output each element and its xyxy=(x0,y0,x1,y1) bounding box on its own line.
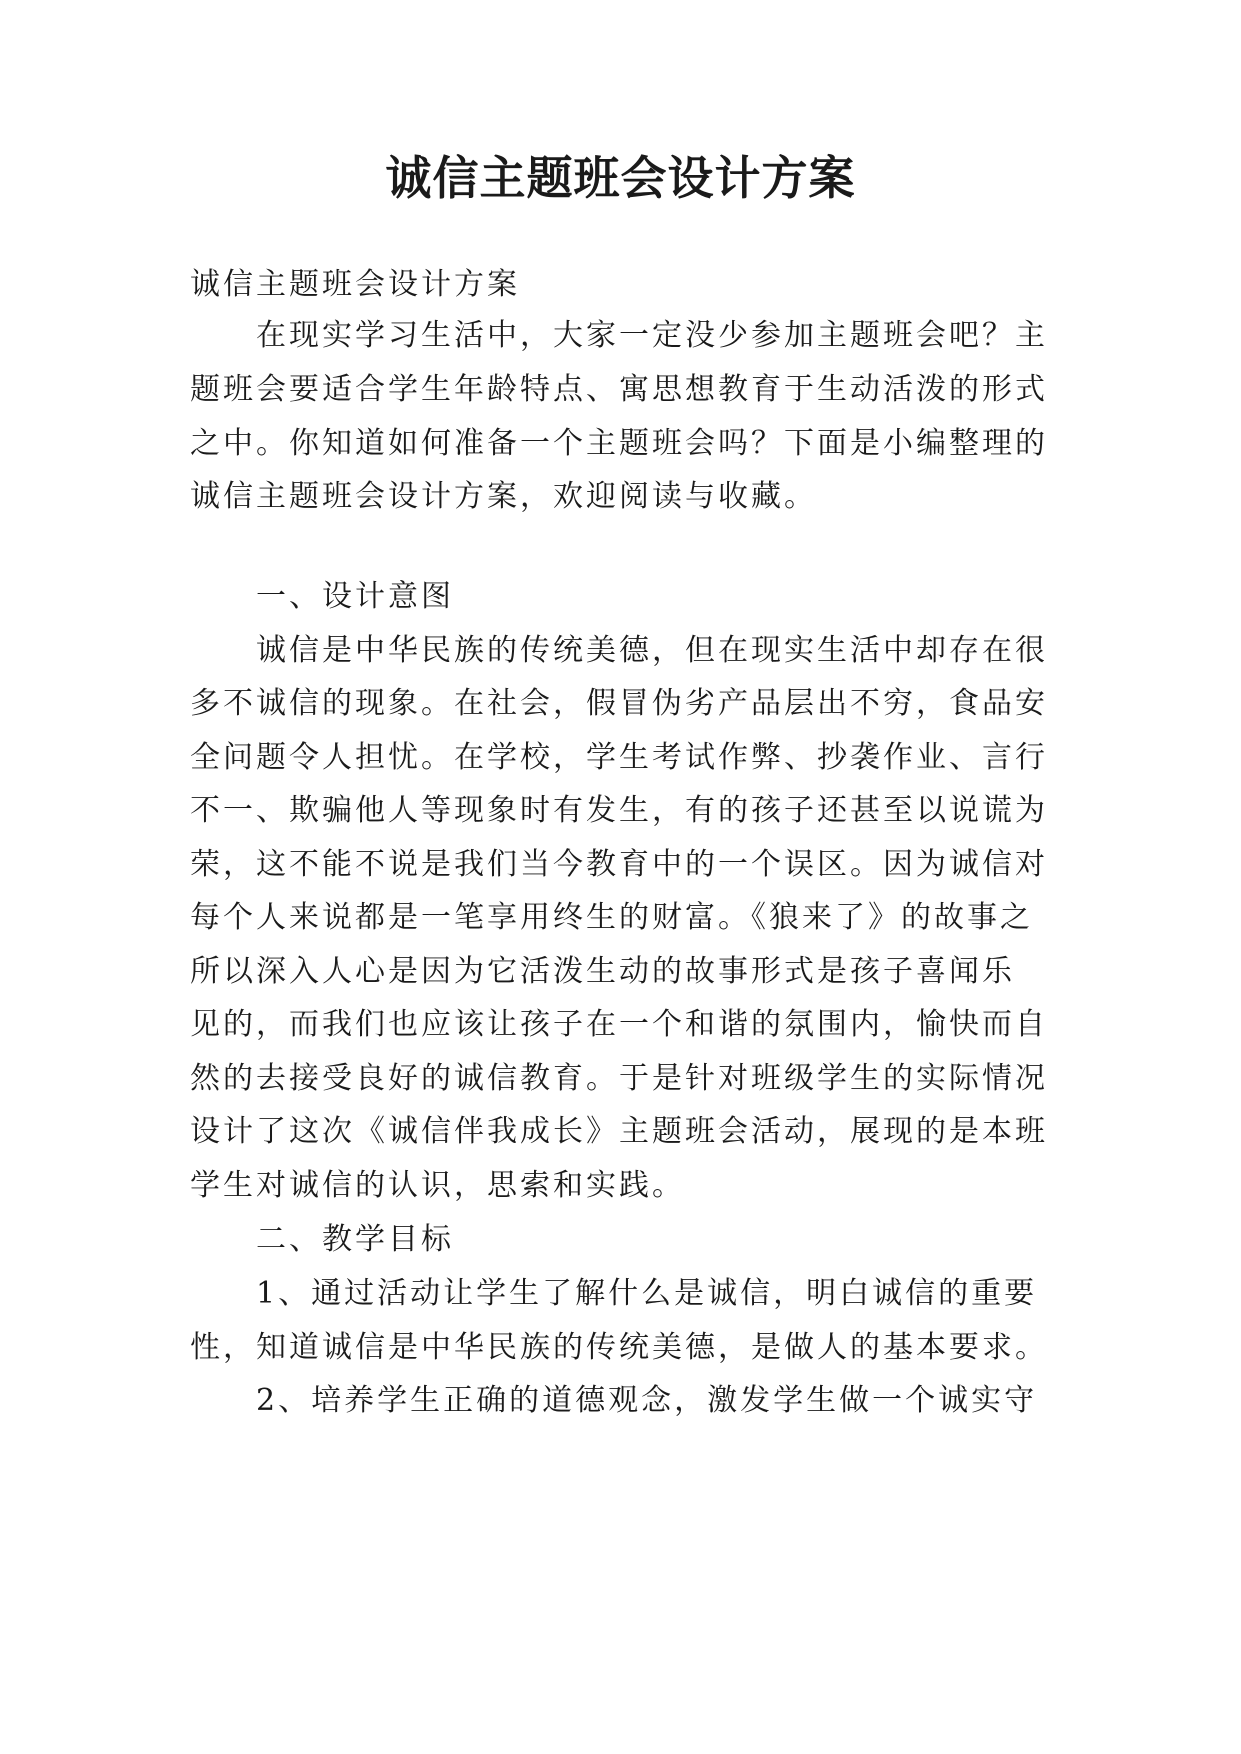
subtitle-line: 诚信主题班会设计方案 xyxy=(190,267,520,302)
body-line-7: 所以深入人心是因为它活泼生动的故事形式是孩子喜闻乐 xyxy=(190,954,1015,989)
body-line-10: 设计了这次《诚信伴我成长》主题班会活动，展现的是本班 xyxy=(190,1114,1048,1149)
document-title: 诚信主题班会设计方案 xyxy=(385,151,856,205)
section-heading-1: 一、设计意图 xyxy=(256,579,454,614)
body-line-9: 然的去接受良好的诚信教育。于是针对班级学生的实际情况 xyxy=(190,1061,1048,1096)
section-heading-2: 二、教学目标 xyxy=(256,1222,454,1257)
intro-line-3: 之中。你知道如何准备一个主题班会吗？下面是小编整理的 xyxy=(190,426,1048,461)
goal-line-2: 性，知道诚信是中华民族的传统美德，是做人的基本要求。 xyxy=(190,1330,1048,1365)
body-line-2: 多不诚信的现象。在社会，假冒伪劣产品层出不穷，食品安 xyxy=(190,686,1048,721)
goal-line-3: 2、培养学生正确的道德观念，激发学生做一个诚实守 xyxy=(256,1383,1038,1418)
intro-line-4: 诚信主题班会设计方案，欢迎阅读与收藏。 xyxy=(190,479,817,514)
body-line-6: 每个人来说都是一笔享用终生的财富。《狼来了》的故事之 xyxy=(190,900,1033,935)
body-line-1: 诚信是中华民族的传统美德，但在现实生活中却存在很 xyxy=(256,633,1048,668)
body-line-11: 学生对诚信的认识，思索和实践。 xyxy=(190,1168,685,1203)
body-line-3: 全问题令人担忧。在学校，学生考试作弊、抄袭作业、言行 xyxy=(190,740,1048,775)
body-line-5: 荣，这不能不说是我们当今教育中的一个误区。因为诚信对 xyxy=(190,847,1048,882)
intro-line-1: 在现实学习生活中，大家一定没少参加主题班会吧？主 xyxy=(256,318,1048,353)
body-line-4: 不一、欺骗他人等现象时有发生，有的孩子还甚至以说谎为 xyxy=(190,793,1048,828)
intro-line-2: 题班会要适合学生年龄特点、寓思想教育于生动活泼的形式 xyxy=(190,372,1048,407)
body-line-8: 见的，而我们也应该让孩子在一个和谐的氛围内，愉快而自 xyxy=(190,1007,1048,1042)
goal-line-1: 1、通过活动让学生了解什么是诚信，明白诚信的重要 xyxy=(256,1276,1038,1311)
